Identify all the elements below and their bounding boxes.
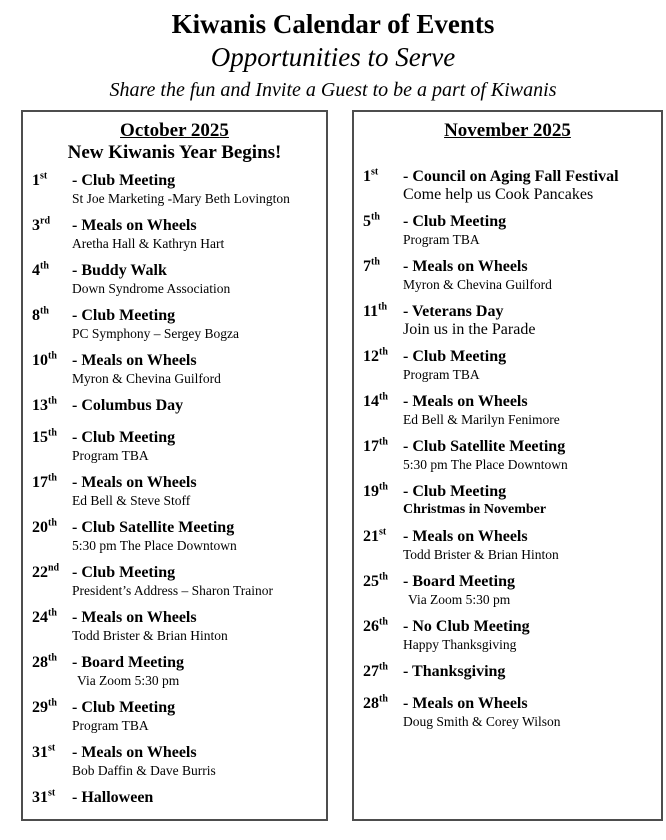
event-day-ordinal: nd: [48, 562, 60, 574]
event-row: [354, 573, 661, 608]
page-title: Kiwanis Calendar of Events: [171, 9, 495, 39]
event-day-ordinal: st: [40, 170, 48, 182]
event-day-ordinal: th: [379, 481, 388, 493]
event-day-ordinal: th: [379, 661, 388, 673]
event-date: [23, 429, 72, 464]
event-title: - Board Meeting: [403, 573, 515, 590]
event-day: 1: [363, 168, 371, 185]
month-header: [354, 112, 661, 142]
event-row: [23, 744, 326, 779]
event-row: [354, 618, 661, 653]
event-title: - Club Meeting: [72, 307, 176, 324]
event-day: 31: [32, 744, 48, 761]
event-date: [354, 528, 403, 563]
event-subtitle: Program TBA: [403, 232, 480, 247]
event-title: - Meals on Wheels: [403, 393, 528, 410]
event-title: - Meals on Wheels: [72, 474, 197, 491]
event-title: - Meals on Wheels: [72, 217, 197, 234]
event-day: 17: [363, 438, 379, 455]
event-date: [354, 393, 403, 428]
event-day-ordinal: th: [40, 260, 49, 272]
event-title: - Club Meeting: [72, 699, 176, 716]
event-day: 11: [363, 303, 379, 320]
event-date: [23, 352, 72, 387]
event-row: [23, 789, 326, 807]
event-row: [354, 528, 661, 563]
event-subtitle: Via Zoom 5:30 pm: [408, 592, 511, 607]
event-date: [23, 744, 72, 779]
event-day: 1: [32, 172, 40, 189]
event-title: - Club Satellite Meeting: [403, 438, 566, 455]
event-date: [23, 609, 72, 644]
event-day: 12: [363, 348, 379, 365]
event-subtitle: Aretha Hall & Kathryn Hart: [72, 236, 225, 251]
event-row: [354, 168, 661, 203]
event-day-ordinal: th: [371, 256, 380, 268]
event-row: [23, 217, 326, 252]
event-subtitle: St Joe Marketing -Mary Beth Lovington: [72, 191, 290, 206]
event-body: [72, 307, 326, 342]
event-day-ordinal: th: [48, 652, 57, 664]
event-title: - Columbus Day: [72, 397, 184, 414]
event-title: - Thanksgiving: [403, 663, 506, 680]
month-title: October 2025: [120, 120, 229, 141]
event-date: [23, 474, 72, 509]
event-row: [354, 663, 661, 681]
event-subtitle: Todd Brister & Brian Hinton: [72, 628, 228, 643]
event-title: - Club Meeting: [72, 429, 176, 446]
event-date: [354, 168, 403, 203]
event-day-ordinal: th: [48, 395, 57, 407]
month-note: New Kiwanis Year Begins!: [67, 142, 282, 163]
event-date: [354, 213, 403, 248]
event-title: - Buddy Walk: [72, 262, 167, 279]
month-box: [352, 110, 663, 821]
event-title: - Meals on Wheels: [72, 609, 197, 626]
event-day-ordinal: th: [379, 571, 388, 583]
event-body: [403, 483, 661, 518]
event-title: - Council on Aging Fall Festival: [403, 168, 619, 185]
event-day-ordinal: st: [371, 166, 379, 178]
event-subtitle: Ed Bell & Marilyn Fenimore: [403, 412, 560, 427]
event-day-ordinal: st: [48, 787, 56, 799]
event-date: [23, 307, 72, 342]
event-body: [72, 217, 326, 252]
event-subtitle: Down Syndrome Association: [72, 281, 231, 296]
event-date: [23, 789, 72, 807]
event-date: [23, 519, 72, 554]
event-date: [23, 654, 72, 689]
event-day: 4: [32, 262, 40, 279]
event-subtitle: Program TBA: [403, 367, 480, 382]
event-body: [72, 744, 326, 779]
event-day: 28: [363, 695, 379, 712]
event-title: - Meals on Wheels: [72, 352, 197, 369]
event-day: 7: [363, 258, 371, 275]
event-body: [72, 699, 326, 734]
event-body: [72, 172, 326, 207]
event-row: [23, 654, 326, 689]
event-body: [72, 474, 326, 509]
calendar-columns: [21, 110, 666, 821]
event-subtitle: Doug Smith & Corey Wilson: [403, 714, 561, 729]
event-body: [72, 429, 326, 464]
event-date: [23, 172, 72, 207]
event-day: 3: [32, 217, 40, 234]
event-subtitle: Bob Daffin & Dave Burris: [72, 763, 216, 778]
event-date: [354, 303, 403, 338]
event-date: [23, 217, 72, 252]
event-day-ordinal: th: [379, 616, 388, 628]
event-day: 15: [32, 429, 48, 446]
event-row: [354, 438, 661, 473]
event-body: [403, 258, 661, 293]
event-day: 10: [32, 352, 48, 369]
event-day-ordinal: th: [48, 607, 57, 619]
event-day-ordinal: th: [40, 305, 49, 317]
event-day: 20: [32, 519, 48, 536]
event-title: - Meals on Wheels: [403, 528, 528, 545]
event-row: [23, 352, 326, 387]
event-day-ordinal: th: [379, 436, 388, 448]
event-title: - Halloween: [72, 789, 154, 806]
event-day: 8: [32, 307, 40, 324]
event-row: [23, 172, 326, 207]
event-title: - Veterans Day: [403, 303, 504, 320]
event-title: - Meals on Wheels: [403, 258, 528, 275]
flyer-header: [0, 0, 666, 102]
event-body: [72, 654, 326, 689]
event-title: - Meals on Wheels: [403, 695, 528, 712]
event-day: 13: [32, 397, 48, 414]
event-row: [23, 307, 326, 342]
event-date: [354, 483, 403, 518]
event-subtitle: Myron & Chevina Guilford: [403, 277, 552, 292]
event-day-ordinal: th: [48, 427, 57, 439]
event-row: [23, 474, 326, 509]
event-body: [403, 528, 661, 563]
event-body: [403, 303, 661, 338]
event-row: [23, 699, 326, 734]
event-day: 5: [363, 213, 371, 230]
event-subtitle: Via Zoom 5:30 pm: [77, 673, 180, 688]
event-body: [403, 573, 661, 608]
event-title: - Club Meeting: [403, 483, 507, 500]
month-title: November 2025: [444, 120, 571, 141]
event-body: [72, 262, 326, 297]
event-day: 14: [363, 393, 379, 410]
event-row: [23, 397, 326, 415]
event-subtitle: Christmas in November: [403, 502, 547, 517]
event-date: [354, 573, 403, 608]
page-tagline: Share the fun and Invite a Guest to be a part of Kiwanis: [109, 79, 557, 101]
event-title: - No Club Meeting: [403, 618, 530, 635]
event-body: [72, 519, 326, 554]
event-row: [354, 348, 661, 383]
event-day-ordinal: th: [371, 211, 380, 223]
event-row: [354, 393, 661, 428]
event-day: 21: [363, 528, 379, 545]
event-day-ordinal: th: [48, 350, 57, 362]
event-date: [23, 397, 72, 415]
event-subtitle: Program TBA: [72, 448, 149, 463]
event-row: [23, 564, 326, 599]
event-row: [23, 609, 326, 644]
event-day: 27: [363, 663, 379, 680]
event-day: 17: [32, 474, 48, 491]
event-title: - Club Meeting: [403, 348, 507, 365]
event-body: [72, 352, 326, 387]
event-date: [354, 618, 403, 653]
event-day-ordinal: st: [379, 526, 387, 538]
event-row: [354, 303, 661, 338]
event-title: - Club Meeting: [72, 172, 176, 189]
event-body: [403, 348, 661, 383]
event-day-ordinal: th: [379, 391, 388, 403]
event-list: [354, 168, 661, 730]
event-body: [403, 393, 661, 428]
event-title: - Club Satellite Meeting: [72, 519, 235, 536]
event-title: - Board Meeting: [72, 654, 184, 671]
event-date: [23, 564, 72, 599]
event-row: [23, 519, 326, 554]
event-day-ordinal: th: [48, 517, 57, 529]
event-body: [403, 213, 661, 248]
event-day: 28: [32, 654, 48, 671]
event-subtitle: Come help us Cook Pancakes: [403, 186, 594, 203]
event-day: 26: [363, 618, 379, 635]
event-subtitle: 5:30 pm The Place Downtown: [72, 538, 237, 553]
event-row: [23, 429, 326, 464]
event-subtitle: Program TBA: [72, 718, 149, 733]
event-row: [354, 213, 661, 248]
event-row: [354, 483, 661, 518]
event-row: [354, 695, 661, 730]
event-day: 25: [363, 573, 379, 590]
event-title: - Meals on Wheels: [72, 744, 197, 761]
event-subtitle: Happy Thanksgiving: [403, 637, 517, 652]
event-body: [72, 609, 326, 644]
event-body: [72, 397, 326, 415]
page-subtitle: Opportunities to Serve: [210, 42, 456, 72]
event-body: [72, 789, 326, 807]
event-date: [354, 348, 403, 383]
event-subtitle: PC Symphony – Sergey Bogza: [72, 326, 240, 341]
event-body: [403, 618, 661, 653]
event-date: [23, 262, 72, 297]
event-date: [23, 699, 72, 734]
event-day: 22: [32, 564, 48, 581]
event-subtitle: 5:30 pm The Place Downtown: [403, 457, 568, 472]
event-body: [403, 695, 661, 730]
month-header: [23, 112, 326, 164]
event-list: [23, 172, 326, 807]
event-subtitle: President’s Address – Sharon Trainor: [72, 583, 274, 598]
event-body: [403, 438, 661, 473]
event-day: 31: [32, 789, 48, 806]
event-subtitle: Todd Brister & Brian Hinton: [403, 547, 559, 562]
event-day: 29: [32, 699, 48, 716]
event-day: 24: [32, 609, 48, 626]
event-date: [354, 438, 403, 473]
event-day: 19: [363, 483, 379, 500]
event-subtitle: Myron & Chevina Guilford: [72, 371, 221, 386]
event-body: [72, 564, 326, 599]
event-date: [354, 695, 403, 730]
event-subtitle: Join us in the Parade: [403, 321, 536, 338]
event-day-ordinal: th: [379, 693, 388, 705]
month-box: [21, 110, 328, 821]
event-title: - Club Meeting: [72, 564, 176, 581]
event-day-ordinal: th: [379, 346, 388, 358]
event-day-ordinal: st: [48, 742, 56, 754]
event-row: [23, 262, 326, 297]
event-day-ordinal: th: [48, 472, 57, 484]
event-date: [354, 663, 403, 681]
event-body: [403, 168, 661, 203]
event-day-ordinal: rd: [40, 215, 50, 227]
event-date: [354, 258, 403, 293]
event-row: [354, 258, 661, 293]
event-body: [403, 663, 661, 681]
event-title: - Club Meeting: [403, 213, 507, 230]
event-day-ordinal: th: [378, 301, 388, 313]
event-day-ordinal: th: [48, 697, 57, 709]
event-subtitle: Ed Bell & Steve Stoff: [72, 493, 191, 508]
